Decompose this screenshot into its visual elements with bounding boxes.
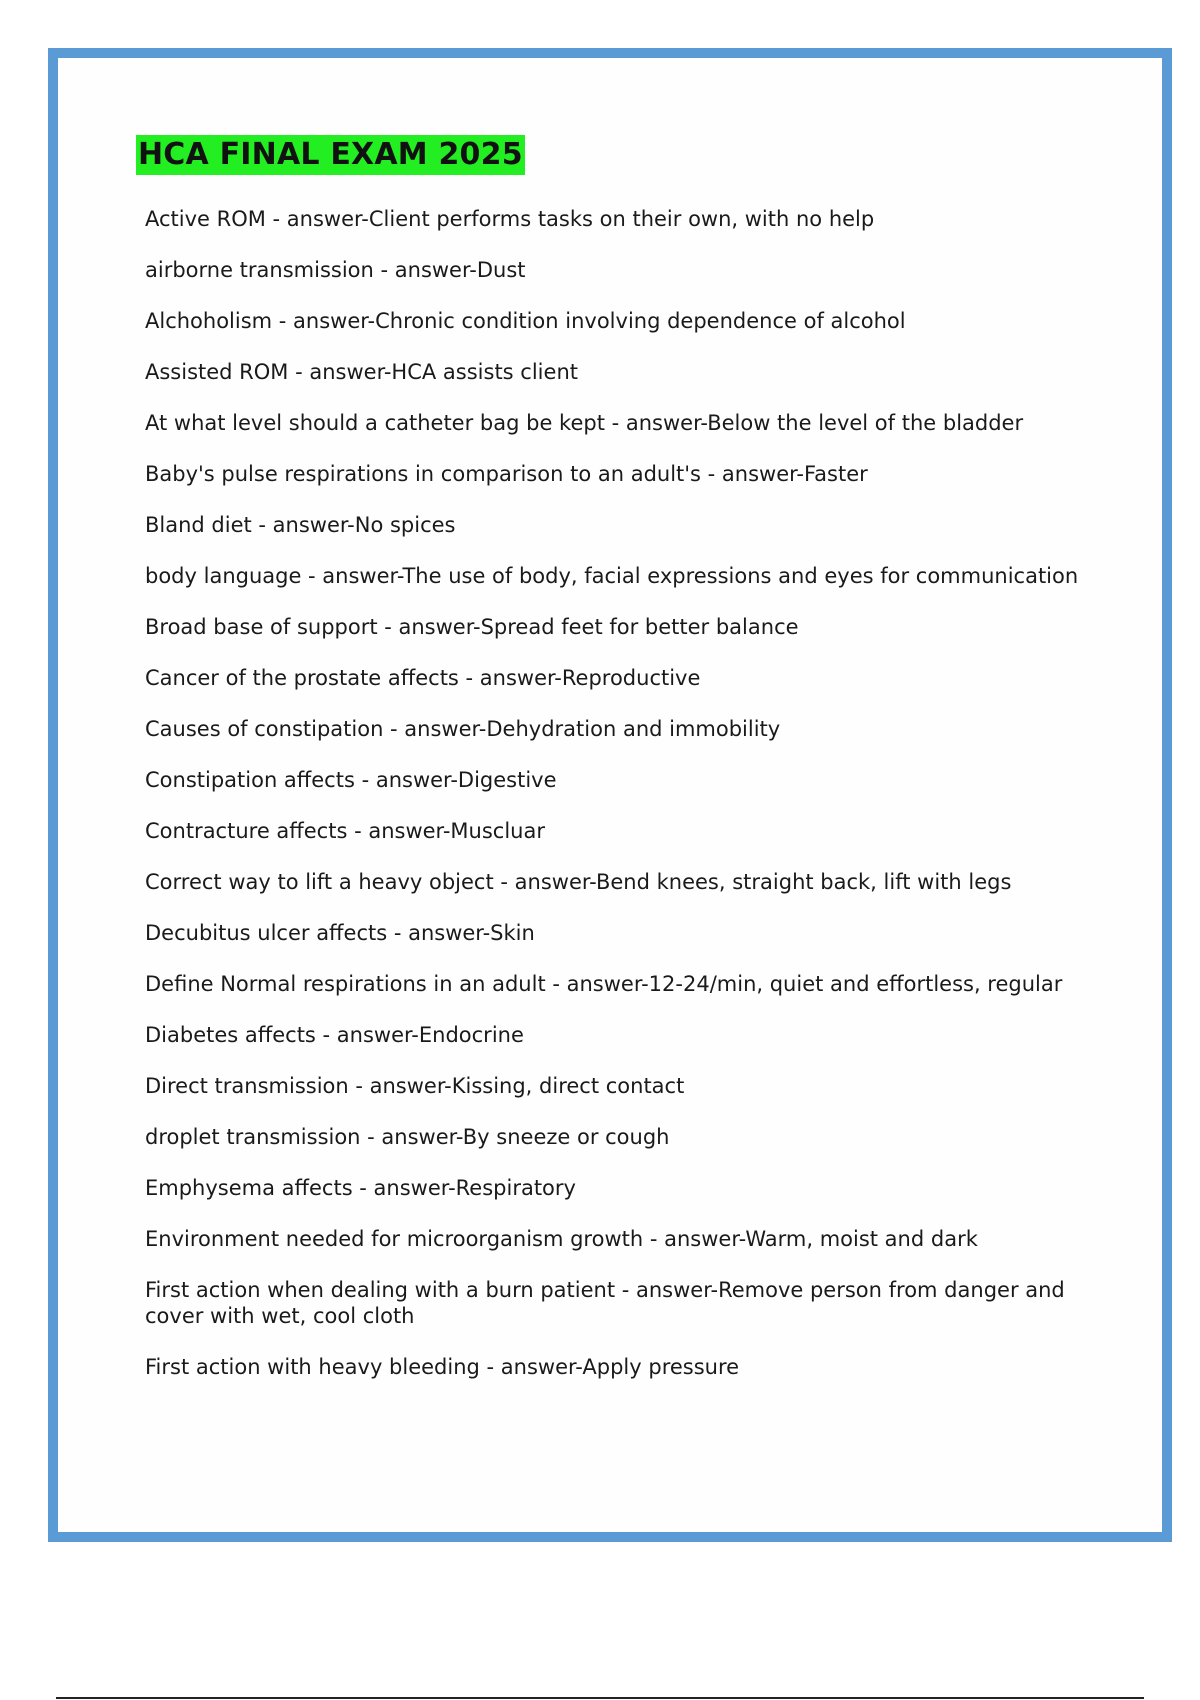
- list-item: Correct way to lift a heavy object - answer-Bend knees, straight back, lift with legs: [145, 870, 1012, 894]
- list-item: Decubitus ulcer affects - answer-Skin: [145, 921, 535, 945]
- title-wrap: [136, 135, 525, 175]
- list-item: Environment needed for microorganism growth - answer-Warm, moist and dark: [145, 1227, 978, 1251]
- list-item: Causes of constipation - answer-Dehydration and immobility: [145, 717, 781, 741]
- page-title: HCA FINAL EXAM 2025: [136, 135, 525, 175]
- list-item: Define Normal respirations in an adult - answer-12-24/min, quiet and effortless, regular: [145, 972, 1063, 996]
- list-item: Broad base of support - answer-Spread feet for better balance: [145, 615, 799, 639]
- list-item: Active ROM - answer-Client performs tasks on their own, with no help: [145, 207, 875, 231]
- list-item: Emphysema affects - answer-Respiratory: [145, 1176, 576, 1200]
- list-item: Bland diet - answer-No spices: [145, 513, 456, 537]
- list-item: Assisted ROM - answer-HCA assists client: [145, 360, 578, 384]
- qa-list: [145, 206, 1085, 1405]
- list-item: Cancer of the prostate affects - answer-Reproductive: [145, 666, 701, 690]
- list-item: At what level should a catheter bag be kept - answer-Below the level of the bladder: [145, 411, 1024, 435]
- list-item: First action when dealing with a burn patient - answer-Remove person from danger and cover with wet, cool cloth: [145, 1278, 1065, 1328]
- list-item: Direct transmission - answer-Kissing, direct contact: [145, 1074, 685, 1098]
- list-item: Diabetes affects - answer-Endocrine: [145, 1023, 524, 1047]
- list-item: Constipation affects - answer-Digestive: [145, 768, 557, 792]
- list-item: Baby's pulse respirations in comparison to an adult's - answer-Faster: [145, 462, 868, 486]
- list-item: airborne transmission - answer-Dust: [145, 258, 526, 282]
- list-item: Alchoholism - answer-Chronic condition involving dependence of alcohol: [145, 309, 906, 333]
- list-item: body language - answer-The use of body, facial expressions and eyes for communication: [145, 564, 1079, 588]
- footer-rule: [56, 1697, 1144, 1699]
- list-item: droplet transmission - answer-By sneeze or cough: [145, 1125, 670, 1149]
- list-item: Contracture affects - answer-Muscluar: [145, 819, 545, 843]
- list-item: First action with heavy bleeding - answer-Apply pressure: [145, 1355, 740, 1379]
